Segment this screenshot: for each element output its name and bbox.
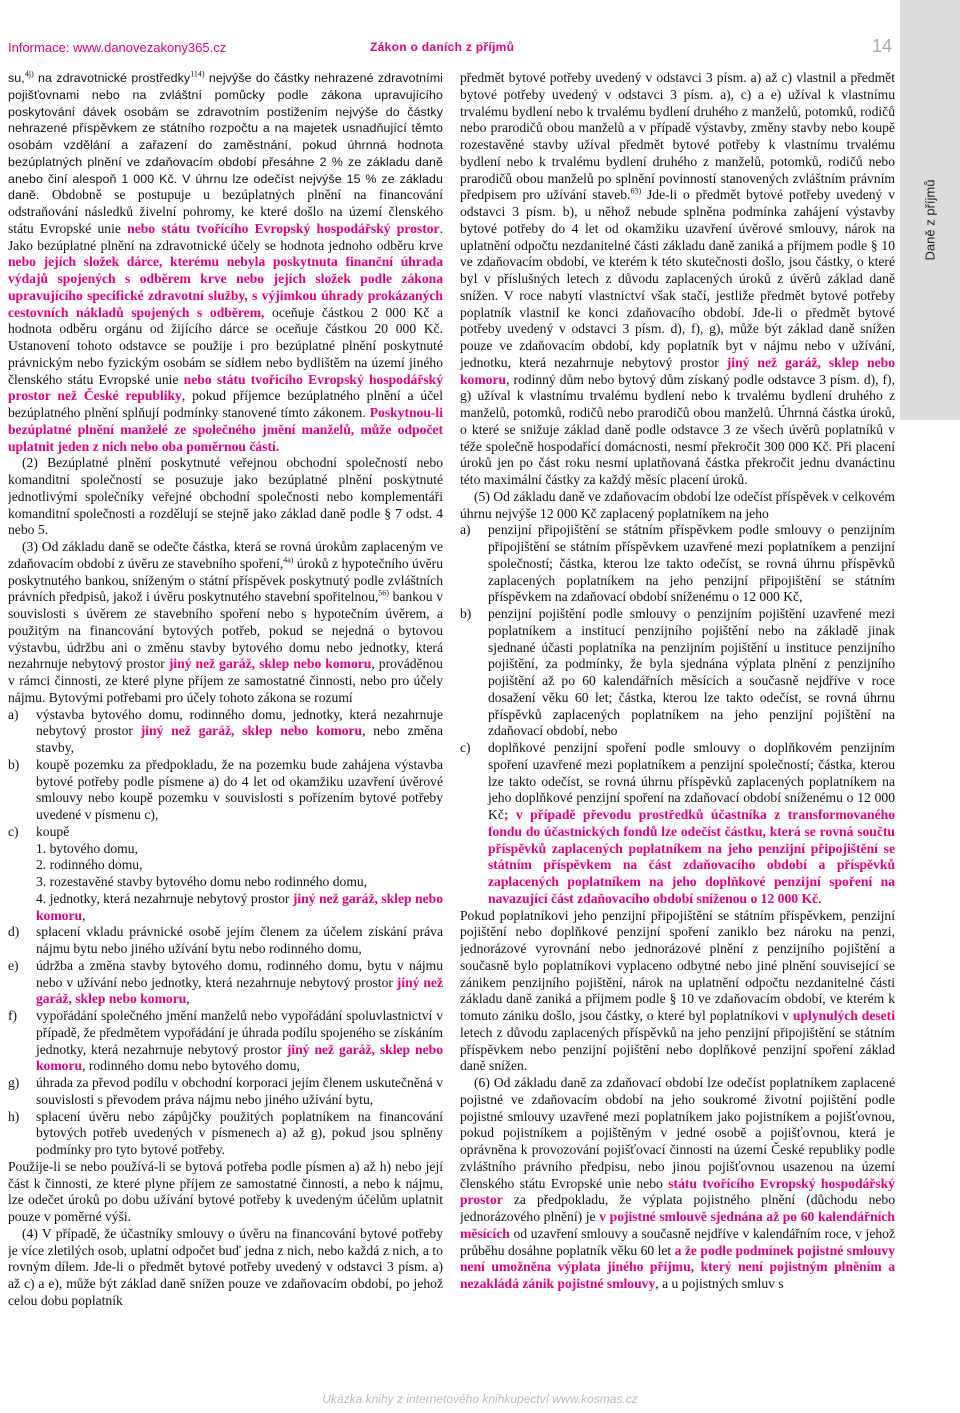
side-tab bbox=[900, 0, 960, 420]
amendment-highlight: jiný než garáž, sklep nebo komoru bbox=[168, 656, 372, 672]
amendment-highlight: jiný než garáž, sklep nebo komoru bbox=[36, 890, 443, 923]
footnote-ref: 63) bbox=[630, 186, 642, 196]
page-header bbox=[0, 0, 960, 60]
list-item-f bbox=[8, 1008, 443, 1075]
list-item-h bbox=[8, 1109, 443, 1159]
amendment-highlight: jiný než garáž, sklep nebo komoru bbox=[36, 974, 443, 1007]
list-label: d) bbox=[8, 924, 20, 940]
list-text: výstavba bytového domu, rodinného domu, jednotky, která nezahrnuje nebytový prostor jiný než garáž, sklep nebo komoru, nebo změna stavby, bbox=[36, 706, 443, 755]
paragraph-2: (2) Bezúplatné plnění poskytnuté veřejnou obchodní společností nebo komanditní společností se posuzuje jako bezúplatné plnění poskytnuté jednotlivými společníky veřejné obchodní společnosti nebo komplementáři komanditní společnosti a rozdělují se stejně jako základ daně podle § 7 odst. 4 nebo 5. bbox=[8, 455, 443, 538]
paragraph-1-continued bbox=[8, 70, 443, 455]
amendment-highlight: státu tvořícího Evropský hospodářský prostor bbox=[460, 1175, 895, 1208]
list-label: f) bbox=[8, 1008, 18, 1023]
amendment-highlight: ; v případě převodu prostředků účastníka z transformovaného fondu do účastnických fondů lze odečíst částku, která se rovná součtu příspěvků zaplacených poplatníkem na jeho penzijní připojištění se státním příspěvkem na část zdaňovacího období a příspěvků zaplacených poplatníkem na jeho doplňkové penzijní spoření na navazující část zdaňovacího období sníženou o 12 000 Kč bbox=[488, 807, 895, 906]
list-text: penzijní pojištění podle smlouvy o penzijním pojištění uzavřené mezi poplatníkem a institucí penzijního pojištění nebo na základě jinak sjednané účasti poplatníka na penzijním pojištění u instituce penzijního pojištění, za podmínky, že byla sjednána výplata plnění z penzijního pojištění až po 60 kalendářních měsících a současně nejdříve v roce dosažení věku 60 let; částka, kterou lze takto odečíst, se rovná úhrnu příspěvků zaplacených poplatníkem na jeho penzijní pojištění na zdaňovací období, nebo bbox=[488, 606, 895, 739]
text: (3) Od základu daně se odečte částka, která se rovná úrokům zaplaceným ve zdaňovacím období z úvěru ze stavebního spoření, bbox=[8, 539, 443, 571]
text: . Jako bezúplatné plnění na zdravotnické účely se hodnota jednoho odběru krve bbox=[8, 220, 443, 253]
list-item-a bbox=[8, 707, 443, 757]
page-number: 14 bbox=[872, 36, 893, 56]
sub-item-2: 2. rodinného domu, bbox=[36, 857, 143, 873]
side-tab-label: Daně z příjmů bbox=[922, 179, 938, 261]
right-column bbox=[460, 70, 895, 1378]
list-item-b bbox=[460, 606, 895, 740]
paragraph-5-intro: (5) Od základu daně ve zdaňovacím období lze odečíst příspěvek v celkovém úhrnu nejvýše 12 000 Kč zaplacený poplatníkem na jeho bbox=[460, 488, 895, 521]
list-item-b bbox=[8, 757, 443, 824]
amendment-highlight: jiný než garáž, sklep nebo komoru bbox=[460, 354, 895, 387]
text: na zdravotnické prostředky bbox=[33, 71, 191, 85]
text: , prováděnou v rámci činnosti, ze které plyne příjem ze samostatné činnosti, nebo pro účely nájmu. Bytovými potřebami pro účely tohoto zákona se rozumí bbox=[8, 656, 443, 705]
source-url: Informace: www.danovezakony365.cz bbox=[8, 40, 227, 55]
list-item-e bbox=[8, 958, 443, 1008]
amendment-highlight: uplynulých deseti bbox=[792, 1008, 895, 1023]
list-label: c) bbox=[8, 823, 19, 839]
sub-item-4: 4. jednotky, která nezahrnuje nebytový prostor jiný než garáž, sklep nebo komoru, bbox=[36, 890, 443, 923]
amendment-highlight: nebo jejích složek dárce, kterému nebyla poskytnuta finanční úhrada výdajů spojených s odběrem krve nebo jejích složek podle zákona upravujícího specifické zdravotní služby, s výjimkou úhrady prokázaných cestovních nákladů spojených s odběrem, bbox=[8, 254, 443, 320]
text: oceňuje částkou 2 000 Kč a hodnota odběru orgánu od žijícího dárce se oceňuje částkou 20 000 Kč. Ustanovení tohoto odstavce se použije i pro bezúplatné plnění poskytnuté právnickým nebo fyzickým osobám se sídlem nebo bydlištěm na území jiného členského státu Evropské unie bbox=[8, 304, 443, 387]
watermark-footer: Ukázka knihy z internetového knihkupectví www.kosmas.cz bbox=[322, 1392, 638, 1406]
text: nejvýše do částky nehrazené zdravotními pojišťovnami nebo na zvláštní pomůcky podle zákona upravujícího poskytování dávek osobám se zdravotním postižením nejvýše do částky nehrazené příspěvkem ze státního rozpočtu a na majetek usnadňující těmto osobám vzdělání a zařazení do zaměstnání, pokud úhrnná hodnota bezúplatných plnění ve zdaňovacím období přesáhne 2 % ze základu daně anebo činí alespoň 1 000 Kč. V úhrnu lze odečíst nejvýše 15 % ze základu daně. bbox=[8, 71, 443, 203]
amendment-highlight: nebo státu tvořícího Evropský hospodářský prostor než České republiky bbox=[8, 371, 443, 404]
list-item-a bbox=[460, 522, 895, 606]
paragraph-5: (4) V případě, že účastníky smlouvy o úvěru na financování bytové potřeby je více zletilých osob, uplatní odpočet buď jedna z nich, nebo každá z nich, a to rovným dílem. Jde-li o předmět bytové potřeby uvedený v odstavci 3 písm. a) až c) a e), může být základ daně snížen pouze ve zdaňovacím období, po jehož celou dobu poplatník bbox=[8, 1225, 443, 1308]
footnote-ref: 114) bbox=[190, 70, 205, 79]
list-label: e) bbox=[8, 957, 19, 973]
amendment-highlight: Poskytnou-li bezúplatné plnění manželé ze společného jmění manželů, může odpočet uplatnit jeden z nich nebo oba poměrnou částí. bbox=[8, 405, 443, 454]
footnote-ref: 4a) bbox=[283, 555, 294, 565]
paragraph-4: Použije-li se nebo používá-li se bytová potřeba podle písmen a) až h) nebo její část k činnosti, ze které plyne příjem ze samostatné činnosti, a nebo k nájmu, lze odečet úroků po dobu užívání bytové potřeby k uvedeným účelům uplatnit pouze v poměrné výši. bbox=[8, 1158, 443, 1224]
sub-item-3: 3. rozestavěné stavby bytového domu nebo rodinného domu, bbox=[36, 874, 368, 889]
list-item-d bbox=[8, 924, 443, 958]
list-text: penzijní připojištění se státním příspěvkem podle smlouvy o penzijním připojištění se státním příspěvkem uzavřené mezi poplatníkem a penzijní společností; částka, kterou lze takto odečíst, se rovná úhrnu příspěvků zaplacených poplatníkem na jeho penzijní připojištění se státním příspěvkem na zdaňovací období sníženému o 12 000 Kč, bbox=[488, 522, 895, 605]
list-item-g bbox=[8, 1075, 443, 1109]
list-text: koupě pozemku za předpokladu, že na pozemku bude zahájena výstavba bytové potřeby podle písmene a) do 4 let od okamžiku uzavření úvěrové smlouvy nebo koupě pozemku v souvislosti s pořízením bytové potřeby uvedené v písmenu c), bbox=[36, 756, 443, 822]
footnote-ref: 56) bbox=[378, 588, 389, 598]
running-title: Zákon o daních z příjmů bbox=[370, 40, 515, 54]
list-label: a) bbox=[8, 706, 19, 722]
paragraph-6: (6) Od základu daně za zdaňovací období lze odečíst poplatníkem zaplacené pojistné ve zdaňovacím období na jeho soukromé životní pojištění podle pojistné smlouvy uzavřené mezi poplatníkem jako pojistníkem a pojišťovnou, pokud pojistníkem a pojištěným v jedné osobě a pojišťovnou, která je oprávněna k provozování pojišťovací činnosti na území České republiky podle zvláštního právního předpisu, nebo jinou pojišťovnou usazenou na území členského státu Evropské unie nebo státu tvořícího Evropský hospodářský prostor za předpokladu, že výplata pojistného plnění (důchodu nebo jednorázového plnění) je v pojistné smlouvě sjednána až po 60 kalendářních měsících od uzavření smlouvy a současně nejdříve v kalendářním roce, v jehož průběhu dosáhne poplatník věku 60 let a že podle podmínek pojistné smlouvy není umožněna výplata jiného příjmu, který není pojistným plněním a nezakládá zánik pojistné smlouvy, a u pojistných smluv s bbox=[460, 1075, 895, 1291]
text: , pokud příjemce bezúplatného plnění a účel bezúplatného plnění splňují podmínky stanovené tímto zákonem. bbox=[8, 388, 443, 420]
list-label: g) bbox=[8, 1075, 20, 1090]
list-text: vypořádání společného jmění manželů nebo vypořádání spoluvlastnictví v případě, že předmětem vypořádání je úhrada podílu spojeného se získáním jednotky, která nezahrnuje nebytový prostor jiný než garáž, sklep nebo komoru, rodinného domu nebo bytového domu, bbox=[36, 1008, 443, 1074]
left-column bbox=[8, 70, 443, 1378]
list-text: doplňkové penzijní spoření podle smlouvy o doplňkovém penzijním spoření uzavřené mezi poplatníkem a penzijní společností; částka, kterou lze takto odečíst, se rovná úhrnu příspěvků zaplacených poplatníkem na jeho doplňkové penzijní spoření na zdaňovací období sníženému o 12 000 Kč; v případě převodu prostředků účastníka z transformovaného fondu do účastnických fondů lze odečíst částku, která se rovná součtu příspěvků zaplacených poplatníkem na jeho penzijní připojištění se státním příspěvkem na část zdaňovacího období a příspěvků zaplacených poplatníkem na jeho doplňkové penzijní spoření na navazující část zdaňovacího období sníženou o 12 000 Kč. bbox=[488, 740, 895, 906]
footnote-ref: 4j) bbox=[24, 70, 34, 79]
list-item-c bbox=[8, 824, 443, 841]
list-text: úhrada za převod podílu v obchodní korporaci jejím členem uskutečněná v souvislosti s převodem práva nájmu nebo jiného užívání bytu, bbox=[36, 1075, 443, 1107]
amendment-highlight: a že podle podmínek pojistné smlouvy není umožněna výplata jiného příjmu, který není pojistným plněním a nezakládá zánik pojistné smlouvy bbox=[460, 1242, 895, 1291]
list-label: b) bbox=[8, 756, 20, 772]
list-text: údržba a změna stavby bytového domu, rodinného domu, bytu v nájmu nebo v užívání nebo jednotky, která nezahrnuje nebytový prostor jiný než garáž, sklep nebo komoru, bbox=[36, 957, 443, 1007]
list-label: c) bbox=[460, 740, 471, 755]
list-label: b) bbox=[460, 606, 472, 621]
text: úroků z hypotečního úvěru poskytnutého bankou, sníženým o státní příspěvek poskytnutý podle zvláštních právních předpisů, jakož i úvěru poskytnutého stavební spořitelnou, bbox=[8, 555, 443, 605]
list-text: koupě bbox=[36, 823, 70, 839]
amendment-highlight: v pojistné smlouvě sjednána až po 60 kalendářních měsících bbox=[460, 1209, 895, 1241]
list-label: h) bbox=[8, 1108, 20, 1124]
text: Obdobně se postupuje u bezúplatných plnění na financování odstraňování následků živelní pohromy, ke které došlo na území členského státu Evropské unie bbox=[8, 187, 443, 236]
paragraph-pension-lapse: Pokud poplatníkovi jeho penzijní připojištění se státním příspěvkem, penzijní pojištění nebo doplňkové penzijní spoření zaniklo bez nároku na penzi, jednorázové vyrovnání nebo jednorázové plnění z penzijního pojištění a současně bylo poplatníkovi vyplaceno odbytné nebo jiné plnění související se zánikem penzijního pojištění, nárok na uplatnění odpočtu nezdanitelné části základu daně zaniká a příjmem podle § 10 ve zdaňovacím období, ve kterém k tomuto zániku došlo, jsou částky, o které byl poplatníkovi v uplynulých deseti letech z důvodu zaplacených příspěvků na jeho penzijní připojištění se státním příspěvkem nebo penzijní pojištění nebo doplňkové penzijní spoření základ daně snížen. bbox=[460, 907, 895, 1074]
list-label: a) bbox=[460, 522, 471, 538]
paragraph-continued: předmět bytové potřeby uvedený v odstavci 3 písm. a) až c) vlastnil a předmět bytové potřeby uvedený v odstavci 3 písm. a), c) a e) užíval k vlastnímu trvalému bydlení nebo k trvalému bydlení druhého z manželů, potomků, rodičů nebo prarodičů obou manželů a v případě výstavby, změny stavby nebo koupě rozestavěné stavby užíval předmět bytové potřeby k vlastnímu trvalému bydlení nebo k trvalému bydlení druhého z manželů, potomků, rodičů nebo prarodičů obou manželů po splnění povinností stanovených zvláštním právním předpisem pro užívání staveb.$^{63)}$ Jde-li o předmět bytové potřeby uvedený v odstavci 3 písm. b), u něhož nebude splněna podmínka zahájení výstavby bytové potřeby do 4 let od okamžiku uzavření úvěrové smlouvy, nárok na uplatnění odpočtu nezdanitelné části základu daně zaniká a příjmem podle § 10 ve zdaňovacím období, ve kterém k této skutečnosti došlo, jsou částky, o které byl v příslušných letech z důvodu zaplacených úroků z úvěrů základ daně snížen. V roce nabytí vlastnictví však stačí, jestliže předmět bytové potřeby poplatník vlastnil ke konci zdaňovacího období. Jde-li o předmět bytové potřeby uvedený v odstavci 3 písm. d), f), g), může být základ daně snížen pouze ve zdaňovacím období, kdy poplatník byt v nájmu nebo v užívání, jednotku, která nezahrnuje nebytový prostor jiný než garáž, sklep nebo komoru, rodinný dům nebo bytový dům získaný podle odstavce 3 písm. d), f), g) užíval k vlastnímu trvalému bydlení nebo k trvalému bydlení druhého z manželů, potomků, rodičů nebo prarodičů obou manželů. Úhrnná částka úroků, o které se snižuje základ daně podle odstavce 3 ze všech úvěrů poplatníků v téže společně hospodařící domácnosti, nesmí překročit 300 000 Kč. Při placení úroků jen po část roku nesmí uplatňovaná částka překročit jednu dvanáctinu této maximální částky za každý měsíc placení úroků. bbox=[460, 70, 895, 487]
list-text: splacení úvěru nebo zápůjčky použitých poplatníkem na financování bytových potřeb uvedených v písmenech a) až g), pokud jsou splněny podmínky pro tyto bytové potřeby. bbox=[36, 1108, 443, 1157]
amendment-highlight: jiný než garáž, sklep nebo komoru bbox=[140, 723, 363, 739]
text: su, bbox=[8, 71, 25, 85]
paragraph-3 bbox=[8, 539, 443, 707]
list-item-c bbox=[460, 740, 895, 908]
list-text: splacení vkladu právnické osobě jejím členem za účelem získání práva nájmu bytu nebo jiného užívání bytu nebo rodinného domu, bbox=[36, 924, 443, 956]
sub-item-1: 1. bytového domu, bbox=[36, 840, 138, 856]
text: bankou v souvislosti s úvěrem ze stavebního spoření nebo s hypotečním úvěrem, a použitým na financování bytových potřeb, pokud se nejedná o bytovou výstavbu, údržbu ani o změnu stavby bytového domu nebo jednotky, která nezahrnuje nebytový prostor bbox=[8, 589, 443, 672]
amendment-highlight: nebo státu tvořícího Evropský hospodářský prostor bbox=[127, 220, 440, 236]
amendment-highlight: jiný než garáž, sklep nebo komoru bbox=[36, 1041, 443, 1074]
